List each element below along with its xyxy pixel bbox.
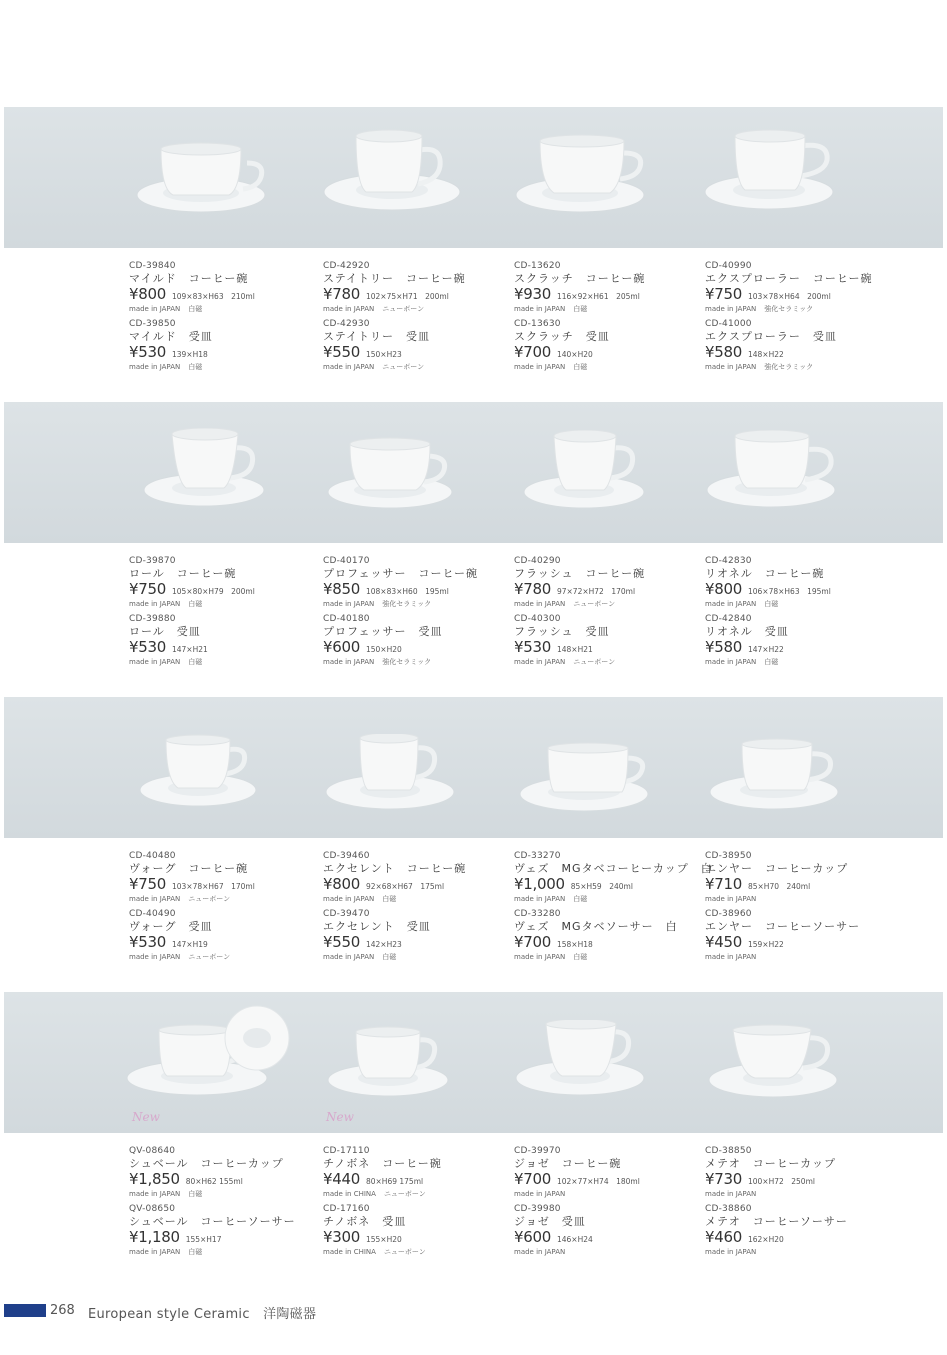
material: 白磁 [573,305,588,313]
product-spec: 147×H22 [747,645,784,654]
material: ニューボーン [188,895,231,903]
product-price: ¥530 [514,638,551,656]
product-spec: 155×H20 [365,1235,402,1244]
product-info-block [323,1147,508,1256]
product-info-block [514,262,699,371]
product-price: ¥750 [129,875,166,893]
cup-saucer-image [324,734,460,814]
material: ニューボーン [383,1190,426,1198]
country-of-origin: made in CHINA [323,1248,376,1256]
footer-bar [4,1304,46,1317]
product-spec: 102×75×H71 200ml [365,292,449,301]
product-code: CD-13620 [514,261,561,271]
product-info-block [514,557,699,666]
material: 白磁 [188,1190,203,1198]
material: 白磁 [573,953,588,961]
product-price: ¥600 [514,1228,551,1246]
cup-saucer-image [514,1020,648,1100]
new-badge: New [326,1110,354,1124]
product-code: CD-40480 [129,851,176,861]
product-price: ¥780 [323,285,360,303]
product-code: CD-39880 [129,614,176,624]
product-name: スクラッチ 受皿 [514,330,610,343]
product-price: ¥550 [323,343,360,361]
country-of-origin: made in JAPAN [705,658,757,666]
product-code: CD-38950 [705,851,752,861]
product-price: ¥700 [514,1170,551,1188]
product-price: ¥780 [514,580,551,598]
cup-saucer-image [135,133,275,218]
product-price: ¥550 [323,933,360,951]
product-name: マイルド コーヒー碗 [129,272,249,285]
country-of-origin: made in JAPAN [705,1248,757,1256]
product-price: ¥930 [514,285,551,303]
country-of-origin: made in JAPAN [514,1190,566,1198]
material: ニューボーン [188,953,231,961]
product-name: エクセレント 受皿 [323,920,431,933]
cup-saucer-image [708,738,842,814]
product-name: エクスプローラー 受皿 [705,330,837,343]
product-name: エクセレント コーヒー碗 [323,862,467,875]
product-price: ¥750 [129,580,166,598]
product-info-block [129,1147,314,1256]
new-badge: New [132,1110,160,1124]
product-price: ¥580 [705,343,742,361]
product-code: CD-39460 [323,851,370,861]
product-price: ¥730 [705,1170,742,1188]
material: 白磁 [764,600,779,608]
product-info-block [705,262,890,371]
product-spec: 85×H70 240ml [747,882,811,891]
product-name: フラッシュ コーヒー碗 [514,567,646,580]
catalog-section-title: European style Ceramic 洋陶磁器 [88,1307,317,1322]
product-info-block [129,262,314,371]
product-info-block [129,852,314,961]
product-spec: 147×H21 [171,645,208,654]
country-of-origin: made in JAPAN [705,895,757,903]
product-spec: 103×78×H67 170ml [171,882,255,891]
country-of-origin: made in JAPAN [129,658,181,666]
product-spec: 146×H24 [556,1235,593,1244]
product-spec: 142×H23 [365,940,402,949]
product-code: CD-40180 [323,614,370,624]
product-code: CD-42920 [323,261,370,271]
product-code: CD-17110 [323,1146,370,1156]
product-code: CD-17160 [323,1204,370,1214]
product-price: ¥460 [705,1228,742,1246]
material: ニューボーン [573,658,616,666]
country-of-origin: made in JAPAN [514,658,566,666]
product-code: CD-42930 [323,319,370,329]
product-name: ヴェズ MGタベコーヒーカップ 白 [514,862,713,875]
product-price: ¥1,180 [129,1228,180,1246]
product-name: ヴォーグ コーヒー碗 [129,862,249,875]
product-price: ¥700 [514,343,551,361]
product-code: QV-08640 [129,1146,176,1156]
product-info-block [705,557,890,666]
product-code: CD-13630 [514,319,561,329]
country-of-origin: made in JAPAN [705,1190,757,1198]
product-spec: 162×H20 [747,1235,784,1244]
product-spec: 92×68×H67 175ml [365,882,445,891]
material: 白磁 [188,305,203,313]
material: 白磁 [188,363,203,371]
material: 強化セラミック [764,305,814,313]
product-code: CD-39980 [514,1204,561,1214]
product-price: ¥600 [323,638,360,656]
product-code: CD-39970 [514,1146,561,1156]
cup-saucer-image [522,430,652,514]
country-of-origin: made in JAPAN [514,363,566,371]
product-info-block [705,1147,890,1256]
product-spec: 155×H17 [185,1235,222,1244]
country-of-origin: made in JAPAN [129,1248,181,1256]
country-of-origin: made in JAPAN [323,600,375,608]
material: ニューボーン [383,1248,426,1256]
country-of-origin: made in JAPAN [129,600,181,608]
product-code: CD-41000 [705,319,752,329]
product-price: ¥800 [705,580,742,598]
product-name: プロフェッサー コーヒー碗 [323,567,479,580]
country-of-origin: made in JAPAN [323,953,375,961]
material: 白磁 [382,895,397,903]
material: 白磁 [382,953,397,961]
page-footer [0,1303,947,1322]
product-spec: 97×72×H72 170ml [556,587,636,596]
material: 白磁 [188,658,203,666]
product-price: ¥450 [705,933,742,951]
material: ニューボーン [573,600,616,608]
product-name: リオネル コーヒー碗 [705,567,825,580]
product-name: ジョゼ コーヒー碗 [514,1157,622,1170]
product-code: CD-33270 [514,851,561,861]
product-code: CD-40300 [514,614,561,624]
material: ニューボーン [382,363,425,371]
product-price: ¥530 [129,933,166,951]
material: 強化セラミック [382,600,432,608]
product-name: ロール コーヒー碗 [129,567,237,580]
country-of-origin: made in JAPAN [129,1190,181,1198]
product-price: ¥1,850 [129,1170,180,1188]
material: 強化セラミック [764,363,814,371]
country-of-origin: made in JAPAN [705,305,757,313]
product-info-block [323,852,508,961]
country-of-origin: made in JAPAN [129,953,181,961]
country-of-origin: made in JAPAN [323,305,375,313]
cup-saucer-image [326,436,456,514]
material: 白磁 [188,1248,203,1256]
product-spec: 150×H20 [365,645,402,654]
page-number: 268 [50,1303,75,1318]
material: 白磁 [573,895,588,903]
product-code: CD-39470 [323,909,370,919]
country-of-origin: made in JAPAN [514,895,566,903]
product-code: CD-33280 [514,909,561,919]
product-info-block [705,852,890,961]
cup-saucer-image [512,133,652,218]
product-name: ヴェズ MGタベソーサー 白 [514,920,678,933]
product-spec: 148×H22 [747,350,784,359]
product-code: CD-39850 [129,319,176,329]
product-name: ヴォーグ 受皿 [129,920,213,933]
product-spec: 148×H21 [556,645,593,654]
product-code: QV-08650 [129,1204,176,1214]
material: 白磁 [573,363,588,371]
product-code: CD-38860 [705,1204,752,1214]
product-code: CD-40990 [705,261,752,271]
product-code: CD-42830 [705,556,752,566]
product-spec: 103×78×H64 200ml [747,292,831,301]
product-price: ¥580 [705,638,742,656]
material: ニューボーン [382,305,425,313]
product-price: ¥700 [514,933,551,951]
product-name: ステイトリー 受皿 [323,330,431,343]
cup-saucer-image [125,1004,291,1100]
product-name: メテオ コーヒーソーサー [705,1215,848,1228]
country-of-origin: made in JAPAN [705,600,757,608]
product-code: CD-39870 [129,556,176,566]
product-name: エンヤー コーヒーカップ [705,862,849,875]
country-of-origin: made in JAPAN [514,1248,566,1256]
product-price: ¥710 [705,875,742,893]
product-code: CD-39840 [129,261,176,271]
cup-saucer-image [326,1026,456,1102]
product-price: ¥800 [323,875,360,893]
product-spec: 85×H59 240ml [570,882,633,891]
product-info-block [514,1147,699,1256]
country-of-origin: made in JAPAN [514,305,566,313]
product-spec: 105×80×H79 200ml [171,587,255,596]
cup-saucer-image [138,734,262,812]
country-of-origin: made in JAPAN [129,363,181,371]
material: 白磁 [188,600,203,608]
product-price: ¥1,000 [514,875,565,893]
cup-saucer-image [142,428,268,513]
product-spec: 106×78×H63 195ml [747,587,831,596]
product-spec: 100×H72 250ml [747,1177,815,1186]
country-of-origin: made in JAPAN [514,953,566,961]
product-info-block [129,557,314,666]
product-spec: 139×H18 [171,350,208,359]
product-spec: 140×H20 [556,350,593,359]
product-spec: 80×H62 155ml [185,1177,243,1186]
product-name: エンヤー コーヒーソーサー [705,920,861,933]
product-name: シュベール コーヒーソーサー [129,1215,296,1228]
product-code: CD-38960 [705,909,752,919]
country-of-origin: made in JAPAN [129,895,181,903]
country-of-origin: made in JAPAN [323,363,375,371]
product-name: シュベール コーヒーカップ [129,1157,284,1170]
product-spec: 108×83×H60 195ml [365,587,449,596]
product-name: チノボネ コーヒー碗 [323,1157,442,1170]
cup-saucer-image [518,742,654,816]
product-code: CD-42840 [705,614,752,624]
product-name: リオネル 受皿 [705,625,789,638]
product-name: エクスプローラー コーヒー碗 [705,272,873,285]
product-name: メテオ コーヒーカップ [705,1157,837,1170]
product-spec: 80×H69 175ml [365,1177,424,1186]
product-name: チノボネ 受皿 [323,1215,407,1228]
cup-saucer-image [705,430,841,514]
product-price: ¥850 [323,580,360,598]
product-price: ¥300 [323,1228,360,1246]
product-spec: 158×H18 [556,940,593,949]
product-price: ¥750 [705,285,742,303]
product-spec: 102×77×H74 180ml [556,1177,640,1186]
country-of-origin: made in JAPAN [705,953,757,961]
material: 白磁 [764,658,779,666]
product-name: ジョゼ 受皿 [514,1215,586,1228]
product-name: ロール 受皿 [129,625,201,638]
product-code: CD-40290 [514,556,561,566]
country-of-origin: made in JAPAN [323,895,375,903]
product-info-block [514,851,713,961]
product-name: プロフェッサー 受皿 [323,625,443,638]
country-of-origin: made in JAPAN [129,305,181,313]
cup-saucer-image [703,128,843,218]
country-of-origin: made in JAPAN [323,658,375,666]
product-name: マイルド 受皿 [129,330,213,343]
cup-saucer-image [322,128,462,218]
product-price: ¥530 [129,343,166,361]
product-spec: 150×H23 [365,350,402,359]
product-price: ¥530 [129,638,166,656]
product-code: CD-38850 [705,1146,752,1156]
product-price: ¥440 [323,1170,360,1188]
product-name: フラッシュ 受皿 [514,625,610,638]
material: 強化セラミック [382,658,432,666]
product-info-block [323,262,508,371]
product-spec: 147×H19 [171,940,208,949]
product-spec: 116×92×H61 205ml [556,292,640,301]
product-spec: 109×83×H63 210ml [171,292,255,301]
product-code: CD-40490 [129,909,176,919]
product-code: CD-40170 [323,556,370,566]
product-name: スクラッチ コーヒー碗 [514,272,646,285]
country-of-origin: made in JAPAN [514,600,566,608]
product-name: ステイトリー コーヒー碗 [323,272,466,285]
product-spec: 159×H22 [747,940,784,949]
country-of-origin: made in JAPAN [705,363,757,371]
cup-saucer-image [707,1024,841,1102]
country-of-origin: made in CHINA [323,1190,376,1198]
product-price: ¥800 [129,285,166,303]
product-info-block [323,557,508,666]
